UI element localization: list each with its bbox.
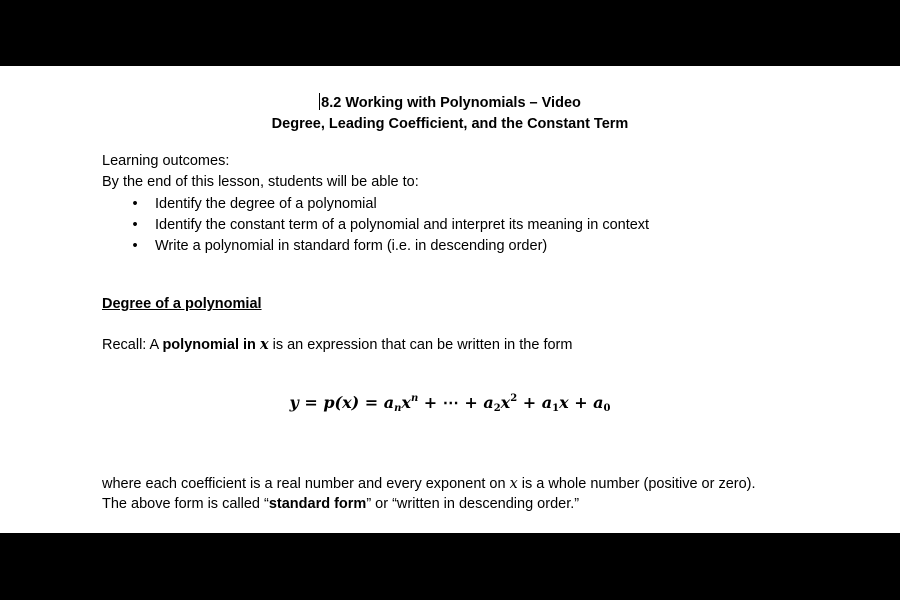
list-item: [102, 236, 649, 257]
formula-term: a: [483, 393, 494, 412]
learning-outcomes-label: Learning outcomes:: [102, 153, 230, 169]
intro-text: By the end of this lesson, students will be able to:: [102, 174, 419, 190]
formula-term: a: [593, 393, 604, 412]
where-suffix: is a whole number (positive or zero).: [517, 476, 756, 492]
list-item-text: Identify the constant term of a polynomial and interpret its meaning in context: [155, 217, 650, 233]
list-item-text: Write a polynomial in standard form (i.e. in descending order): [155, 238, 548, 254]
formula-subscript: 2: [493, 403, 501, 414]
title-line-1: [0, 93, 900, 114]
formula-subscript: 1: [552, 403, 560, 414]
where-paragraph: [102, 476, 756, 492]
recall-bold-term: polynomial in: [162, 337, 260, 353]
formula-plus: +: [568, 393, 594, 412]
list-item: [102, 194, 649, 215]
section-heading: Degree of a polynomial: [102, 296, 262, 312]
formula-plus: +: [517, 393, 542, 412]
bullet-icon: •: [132, 196, 138, 212]
formula-ellipsis: + ⋯ +: [418, 393, 484, 412]
bullet-icon: •: [132, 238, 138, 254]
text-cursor: [319, 93, 320, 110]
document-page: [0, 66, 900, 533]
formula-subscript: 0: [603, 403, 611, 414]
recall-prefix: Recall: A: [102, 337, 163, 353]
outcomes-list: [102, 194, 649, 257]
where-prefix: where each coefficient is a real number and every exponent on: [102, 476, 510, 492]
formula-superscript: 2: [510, 393, 518, 404]
title-line-2: Degree, Leading Coefficient, and the Constant Term: [271, 116, 629, 132]
formula-lhs: y = p(x) =: [289, 393, 384, 412]
recall-variable: x: [259, 336, 269, 353]
formula-subscript: n: [394, 403, 402, 414]
standard-form-prefix: The above form is called “: [102, 496, 269, 512]
formula-term: a: [541, 393, 553, 412]
standard-form-bold: standard form: [268, 496, 367, 512]
recall-paragraph: [102, 336, 572, 353]
polynomial-formula: [0, 393, 900, 414]
recall-suffix: is an expression that can be written in the form: [268, 337, 573, 353]
standard-form-paragraph: [102, 496, 579, 512]
where-variable: x: [509, 476, 518, 492]
bullet-icon: •: [132, 217, 138, 233]
standard-form-suffix: ” or “written in descending order.”: [366, 496, 580, 512]
document-title: [0, 93, 900, 135]
list-item: [102, 215, 649, 236]
formula-superscript: n: [410, 393, 419, 404]
formula-term: a: [383, 393, 395, 412]
list-item-text: Identify the degree of a polynomial: [155, 196, 377, 212]
formula-term: x: [401, 393, 411, 412]
formula-term: x: [500, 393, 511, 412]
formula-term: x: [559, 393, 569, 412]
title-text-1: 8.2 Working with Polynomials – Video: [321, 95, 581, 111]
